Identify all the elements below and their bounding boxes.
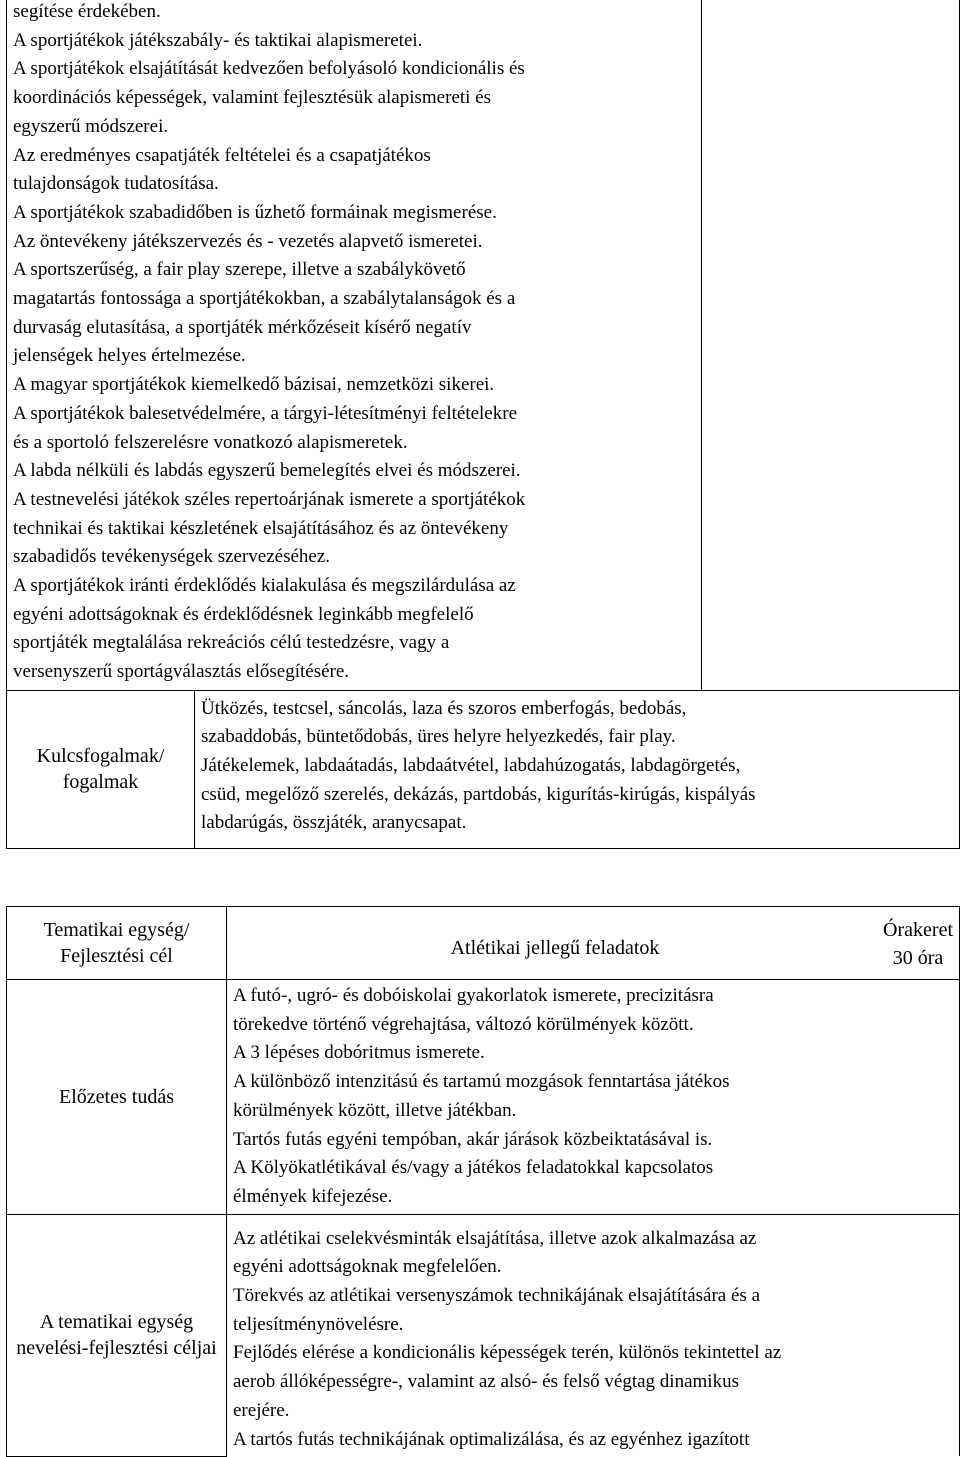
keywords-label: Kulcsfogalmak/ fogalmak [7, 690, 195, 848]
text-line: A sportjátékok szabadidőben is űzhető formáinak megismerése. [13, 201, 497, 223]
text-line: segítése érdekében. [13, 1, 161, 22]
unit-label: Tematikai egység/ Fejlesztési cél [7, 907, 227, 980]
unit-title: Atlétikai jellegű feladatok [450, 936, 660, 959]
prior-knowledge-line: élmények kifejezése. [233, 1185, 393, 1207]
goals-text [233, 1217, 953, 1455]
goal-line: erejére. [233, 1399, 290, 1421]
prior-knowledge-line: A 3 lépéses dobóritmus ismerete. [233, 1042, 485, 1064]
text-line: A labda nélküli és labdás egyszerű bemelegítés elvei és módszerei. [13, 460, 521, 482]
text-line: A sportszerűség, a fair play szerepe, illetve a szabálykövető [13, 259, 466, 281]
keywords-cell [195, 690, 960, 848]
keyword-line: csüd, megelőző szerelés, dekázás, partdobás, kigurítás-kirúgás, kispályás [201, 783, 756, 805]
text-line: A sportjátékok játékszabály- és taktikai alapismeretei. [13, 29, 423, 51]
keywords-text [201, 693, 953, 839]
text-line: durvaság elutasítása, a sportjáték mérkőzéseit kísérő negatív [13, 316, 472, 338]
prior-knowledge-label: Előzetes tudás [7, 980, 227, 1215]
text-line: A magyar sportjátékok kiemelkedő bázisai, nemzetközi sikerei. [13, 374, 495, 396]
text-line: koordinációs képességek, valamint fejlesztésük alapismereti és [13, 87, 492, 109]
text-line: magatartás fontossága a sportjátékokban, a szabálytalanságok és a [13, 288, 516, 310]
goals-cell [227, 1214, 960, 1456]
content-text [13, 0, 695, 687]
prior-knowledge-line: A különböző intenzitású és tartamú mozgások fenntartása játékos [233, 1071, 730, 1093]
text-line: A testnevelési játékok széles repertoárjának ismerete a sportjátékok [13, 488, 526, 510]
hours-label: Órakeret [883, 919, 953, 941]
text-line: és a sportoló felszerelésre vonatkozó alapismeretek. [13, 431, 408, 453]
content-cell [7, 0, 702, 690]
keyword-line: Játékelemek, labdaátadás, labdaátvétel, labdahúzogatás, labdagörgetés, [201, 754, 741, 776]
goal-line: aerob állóképességre-, valamint az alsó- és felső végtag dinamikus [233, 1371, 739, 1393]
text-line: tulajdonságok tudatosítása. [13, 173, 219, 195]
goal-line: teljesítménynövelésre. [233, 1313, 404, 1335]
text-line: A sportjátékok elsajátítását kedvezően befolyásoló kondicionális és [13, 58, 525, 80]
text-line: versenyszerű sportágválasztás elősegítésére. [13, 661, 350, 683]
goal-line: egyéni adottságoknak megfelelően. [233, 1256, 502, 1278]
goal-line: Fejlődés elérése a kondicionális képességek terén, különös tekintettel az [233, 1342, 782, 1364]
keyword-line: labdarúgás, összjáték, aranycsapat. [201, 812, 467, 834]
text-line: A sportjátékok iránti érdeklődés kialakulása és megszilárdulása az [13, 575, 516, 597]
text-line: sportjáték megtalálása rekreációs célú testedzésre, vagy a [13, 632, 450, 654]
unit-header-cell [227, 907, 960, 980]
hours-box [883, 914, 953, 972]
prior-knowledge-line: Tartós futás egyéni tempóban, akár járások közbeiktatásával is. [233, 1128, 713, 1150]
empty-cell [702, 0, 960, 690]
text-line: szabadidős tevékenységek szervezéséhez. [13, 546, 331, 568]
text-line: jelenségek helyes értelmezése. [13, 345, 246, 367]
prior-knowledge-line: A futó-, ugró- és dobóiskolai gyakorlatok ismerete, precizitásra [233, 985, 714, 1006]
text-line: egyéni adottságoknak és érdeklődésnek leginkább megfelelő [13, 603, 474, 625]
prior-knowledge-line: A Kölyökatlétikával és/vagy a játékos feladatokkal kapcsolatos [233, 1157, 714, 1179]
prior-knowledge-cell [227, 980, 960, 1215]
goal-line: Törekvés az atlétikai versenyszámok technikájának elsajátítására és a [233, 1285, 760, 1307]
goal-line: Az atlétikai cselekvésminták elsajátítása, illetve azok alkalmazása az [233, 1227, 757, 1249]
text-line: Az öntevékeny játékszervezés és - vezetés alapvető ismeretei. [13, 230, 483, 252]
goals-label: A tematikai egység nevelési-fejlesztési céljai [7, 1214, 227, 1456]
curriculum-table-unit [6, 906, 960, 1457]
text-line: technikai és taktikai készletének elsajátításához és az öntevékeny [13, 517, 509, 539]
keyword-line: szabaddobás, büntetődobás, üres helyre helyezkedés, fair play. [201, 726, 676, 748]
goal-line: A tartós futás technikájának optimalizálása, és az egyénhez igazított [233, 1428, 750, 1450]
prior-knowledge-line: törekedve történő végrehajtása, változó körülmények között. [233, 1013, 694, 1035]
prior-knowledge-text [233, 982, 953, 1212]
text-line: A sportjátékok balesetvédelmére, a tárgyi-létesítményi feltételekre [13, 402, 518, 424]
prior-knowledge-line: körülmények között, illetve játékban. [233, 1099, 517, 1121]
keyword-line: Ütközés, testcsel, sáncolás, laza és szoros emberfogás, bedobás, [201, 697, 687, 719]
text-line: Az eredményes csapatjáték feltételei és a csapatjátékos [13, 144, 431, 166]
hours-value: 30 óra [892, 947, 944, 969]
curriculum-table-upper [6, 0, 960, 849]
text-line: egyszerű módszerei. [13, 115, 169, 137]
